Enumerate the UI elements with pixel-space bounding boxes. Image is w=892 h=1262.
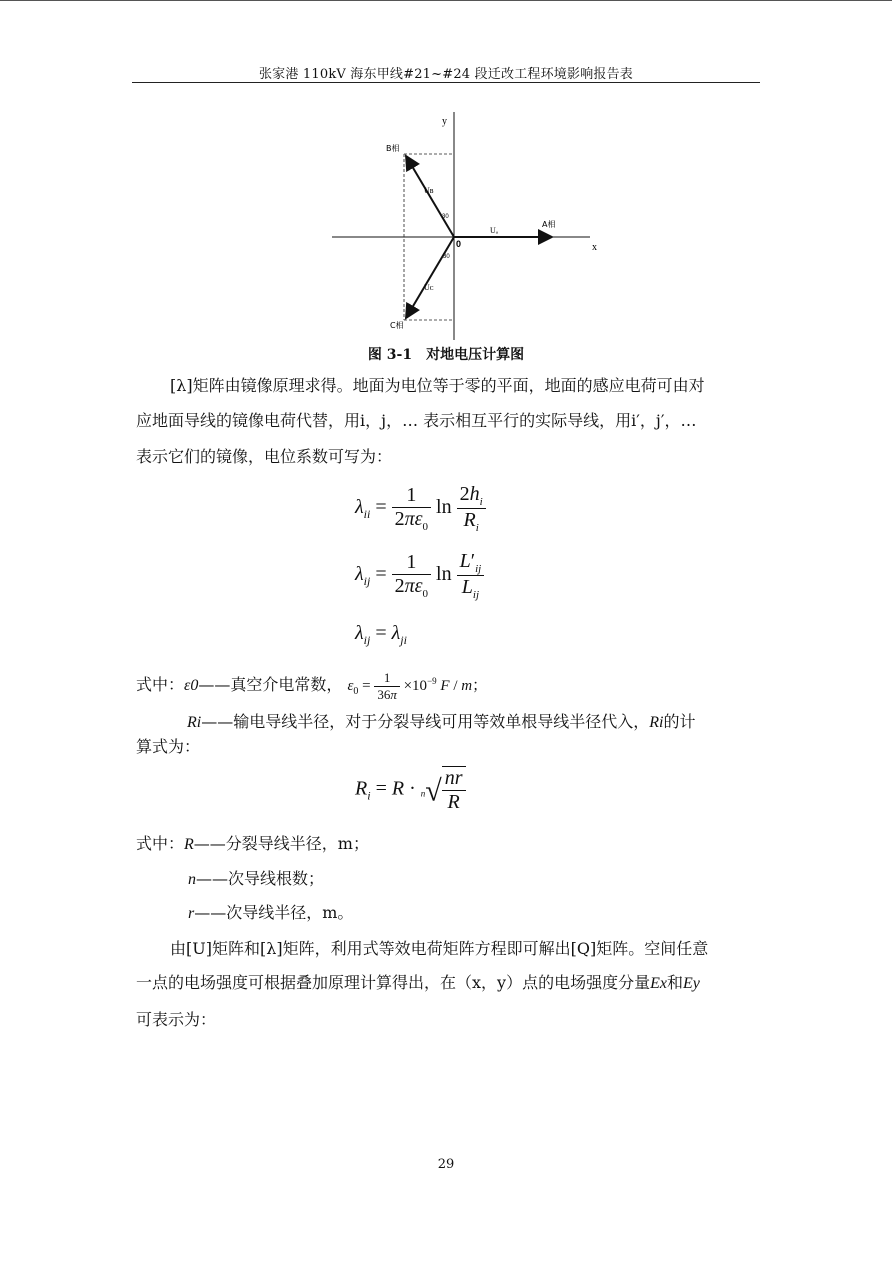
uc-label: Uᴄ <box>424 283 434 292</box>
epsilon-formula: $\varepsilon_0$ = $\frac{1}{36\pi}$ $\times 10^{-9}$ F / m； <box>347 670 488 702</box>
ri-definition-line-2: 算式为： <box>136 737 201 756</box>
equation-symmetry: $\lambda_{ij} = \lambda_{ji}$ <box>355 622 407 647</box>
ri-symbol-2: Ri <box>649 714 664 731</box>
definition-n <box>188 866 324 889</box>
epsilon-definition <box>136 670 487 703</box>
def-r-symbol: r <box>188 905 195 922</box>
ri-definition-line-1 <box>187 709 695 732</box>
def-prefix: 式中： <box>136 834 185 853</box>
phase-b-label: B相 <box>386 144 400 153</box>
phase-a-label: A相 <box>542 220 556 229</box>
header-rule <box>132 82 760 83</box>
ri-desc-2: 的计 <box>663 712 696 731</box>
ub-label: Uʙ <box>424 186 434 195</box>
def-r-desc: ——次导线半径，m。 <box>194 903 354 922</box>
paragraph-1-line-2: 应地面导线的镜像电荷代替，用i，j，… 表示相互平行的实际导线，用i′，j′，… <box>136 411 697 430</box>
paragraph-2-line-3: 可表示为： <box>136 1010 217 1029</box>
origin-label: 0 <box>456 239 462 249</box>
page-number: 29 <box>437 1157 455 1172</box>
equation-ri: $R_i = R \cdot n√$ $\frac{nr}{R}$ <box>355 766 466 814</box>
definition-r <box>188 900 353 923</box>
ex-symbol: Ex <box>650 975 667 992</box>
ri-desc-1: ——输电导线半径，对于分裂导线可用等效单根导线半径代入， <box>201 712 650 731</box>
ri-symbol: Ri <box>187 714 202 731</box>
angle-top-label: 30 <box>442 214 449 220</box>
eps-prefix: 式中： <box>136 674 185 694</box>
def-n-symbol: n <box>188 871 196 888</box>
paragraph-1-line-3: 表示它们的镜像，电位系数可写为： <box>136 447 393 466</box>
definition-R <box>136 831 369 854</box>
voltage-vector-diagram <box>320 100 620 345</box>
def-R-symbol: R <box>184 836 194 853</box>
page-header: 张家港 110kV 海东甲线#21~#24 段迁改工程环境影响报告表 <box>258 67 634 82</box>
top-border <box>0 0 892 1</box>
ey-symbol: Ey <box>682 975 700 992</box>
uc-vector <box>406 237 454 318</box>
angle-bottom-label: 30 <box>443 254 450 260</box>
ub-vector <box>406 156 454 237</box>
def-R-desc: ——分裂导线半径，m； <box>193 834 369 853</box>
equation-lambda-ij: $\lambda_{ij}$ = $\frac{1}{2\pi\varepsilon_0}$ ln $\frac{L'_{ij}}{L_{ij}}$ <box>355 550 484 601</box>
eps-symbol: ε0 <box>184 676 199 694</box>
eps-desc: ——真空介电常数， <box>198 674 343 694</box>
p2-l2-text: 一点的电场强度可根据叠加原理计算得出，在（x，y）点的电场强度分量 <box>136 973 651 992</box>
ua-label: Uₐ <box>490 226 498 235</box>
y-axis-label: y <box>442 116 447 127</box>
equation-lambda-ii: $\lambda_{ii}$ = $\frac{1}{2\pi\varepsilon_0}$ ln $\frac{2h_i}{R_i}$ <box>355 483 486 534</box>
x-axis-label: x <box>592 242 597 253</box>
figure-caption: 图 3-1 对地电压计算图 <box>367 347 525 363</box>
p2-and: 和 <box>666 973 683 992</box>
paragraph-2-line-2 <box>136 970 700 993</box>
paragraph-1-line-1: [λ]矩阵由镜像原理求得。地面为电位等于零的平面，地面的感应电荷可由对 <box>170 376 705 395</box>
phase-c-label: C相 <box>390 321 404 330</box>
def-n-desc: ——次导线根数； <box>196 869 325 888</box>
paragraph-2-line-1: 由[U]矩阵和[λ]矩阵，利用式等效电荷矩阵方程即可解出[Q]矩阵。空间任意 <box>170 939 709 958</box>
